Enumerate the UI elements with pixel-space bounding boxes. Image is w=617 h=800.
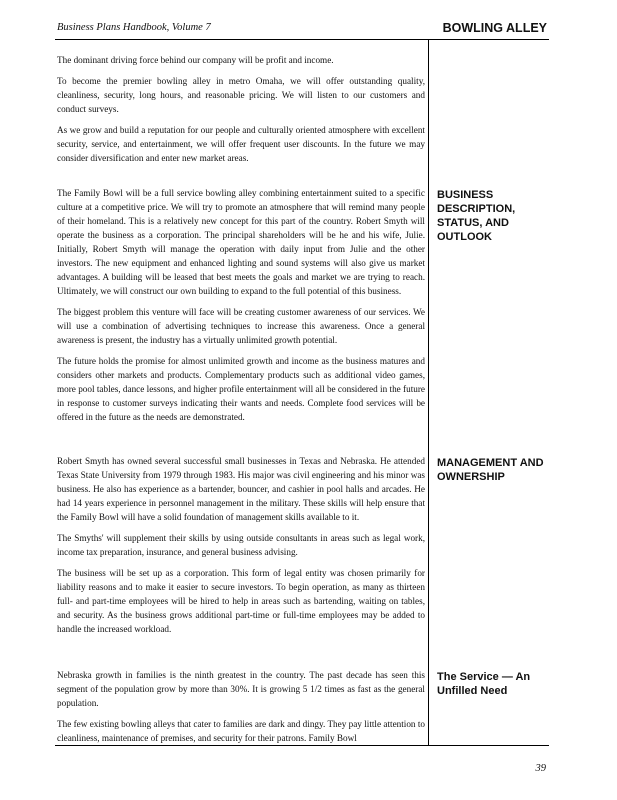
paragraph: The dominant driving force behind our company will be profit and income. bbox=[57, 55, 334, 65]
section-heading-management: MANAGEMENT AND OWNERSHIP bbox=[437, 457, 544, 483]
service-section bbox=[57, 668, 425, 752]
section-heading-service: The Service — An Unfilled Need bbox=[437, 671, 531, 697]
paragraph: The few existing bowling alleys that cater to families are dark and dingy. They pay little attention to cleanliness, maintenance of premises, and security for their patrons. Family Bowl bbox=[57, 719, 425, 743]
paragraph: Robert Smyth has owned several successful small businesses in Texas and Nebraska. He attended Texas State University from 1979 through 1983. His major was civil engineering and his minor was business. He also has experience as a bartender, bouncer, and cashier in pool halls and arcades. He had 14 years experience in personnel management in the military. These skills will help ensure that the Family Bowl will have a solid foundation of management skills available to it. bbox=[57, 456, 425, 522]
paragraph: The biggest problem this venture will face will be creating customer awareness of our services. We will use a combination of advertising techniques to increase this awareness. Once a general awareness is present, the industry has a virtually unlimited growth potential. bbox=[57, 307, 425, 345]
intro-section bbox=[57, 53, 425, 172]
paragraph: The future holds the promise for almost unlimited growth and income as the business matures and considers other markets and products. Complementary products such as additional video games, more pool tables, dance lessons, and higher profile entertainment will all be considered in the future in response to customer surveys indicating their wants and needs. Complete food services will be offered in the future as the needs are demonstrated. bbox=[57, 356, 425, 422]
paragraph: Nebraska growth in families is the ninth greatest in the country. The past decade has seen this segment of the population grow by more than 30%. It is growing 5 1/2 times as fast as the general population. bbox=[57, 670, 425, 708]
business-description-section bbox=[57, 186, 425, 431]
paragraph: To become the premier bowling alley in metro Omaha, we will offer outstanding quality, cleanliness, security, long hours, and reasonable pricing. We will listen to our customers and conduct surveys. bbox=[57, 76, 425, 114]
section-heading-business-description: BUSINESS DESCRIPTION, STATUS, AND OUTLOOK bbox=[437, 189, 516, 243]
management-section bbox=[57, 454, 425, 643]
column-divider bbox=[428, 39, 429, 745]
paragraph: As we grow and build a reputation for our people and culturally oriented atmosphere with excellent security, service, and entertainment, we will offer frequent user discounts. In the future we may consider diversification and enter new market areas. bbox=[57, 125, 425, 163]
running-header-title: Business Plans Handbook, Volume 7 bbox=[57, 22, 211, 33]
page-number: 39 bbox=[535, 763, 546, 774]
running-header-section: BOWLING ALLEY bbox=[442, 21, 547, 35]
paragraph: The Smyths' will supplement their skills by using outside consultants in areas such as legal work, income tax preparation, insurance, and general business advising. bbox=[57, 533, 425, 557]
header-rule bbox=[55, 39, 549, 40]
paragraph: The Family Bowl will be a full service bowling alley combining entertainment suited to a specific culture at a competitive price. We will try to promote an atmosphere that will remind many people of their homeland. This is a relatively new concept for this part of the country. Robert Smyth will operate the business as a corporation. The principal shareholders will be he and his wife, Julie. Initially, Robert Smyth will manage the operation with daily input from Julie and the other investors. The new equipment and enhanced lighting and sound systems will also give us market advantages. A building will be leased that best meets the goals and market we are trying to reach. Ultimately, we will construct our own building to expand to the full potential of this business. bbox=[57, 188, 425, 296]
paragraph: The business will be set up as a corporation. This form of legal entity was chosen primarily for liability reasons and to make it easier to secure investors. To begin operation, as many as thirteen full- and part-time employees will be hired to help in areas such as bartending, waiting on tables, and security. As the business grows additional part-time or full-time employees may be added to handle the increased workload. bbox=[57, 568, 425, 634]
